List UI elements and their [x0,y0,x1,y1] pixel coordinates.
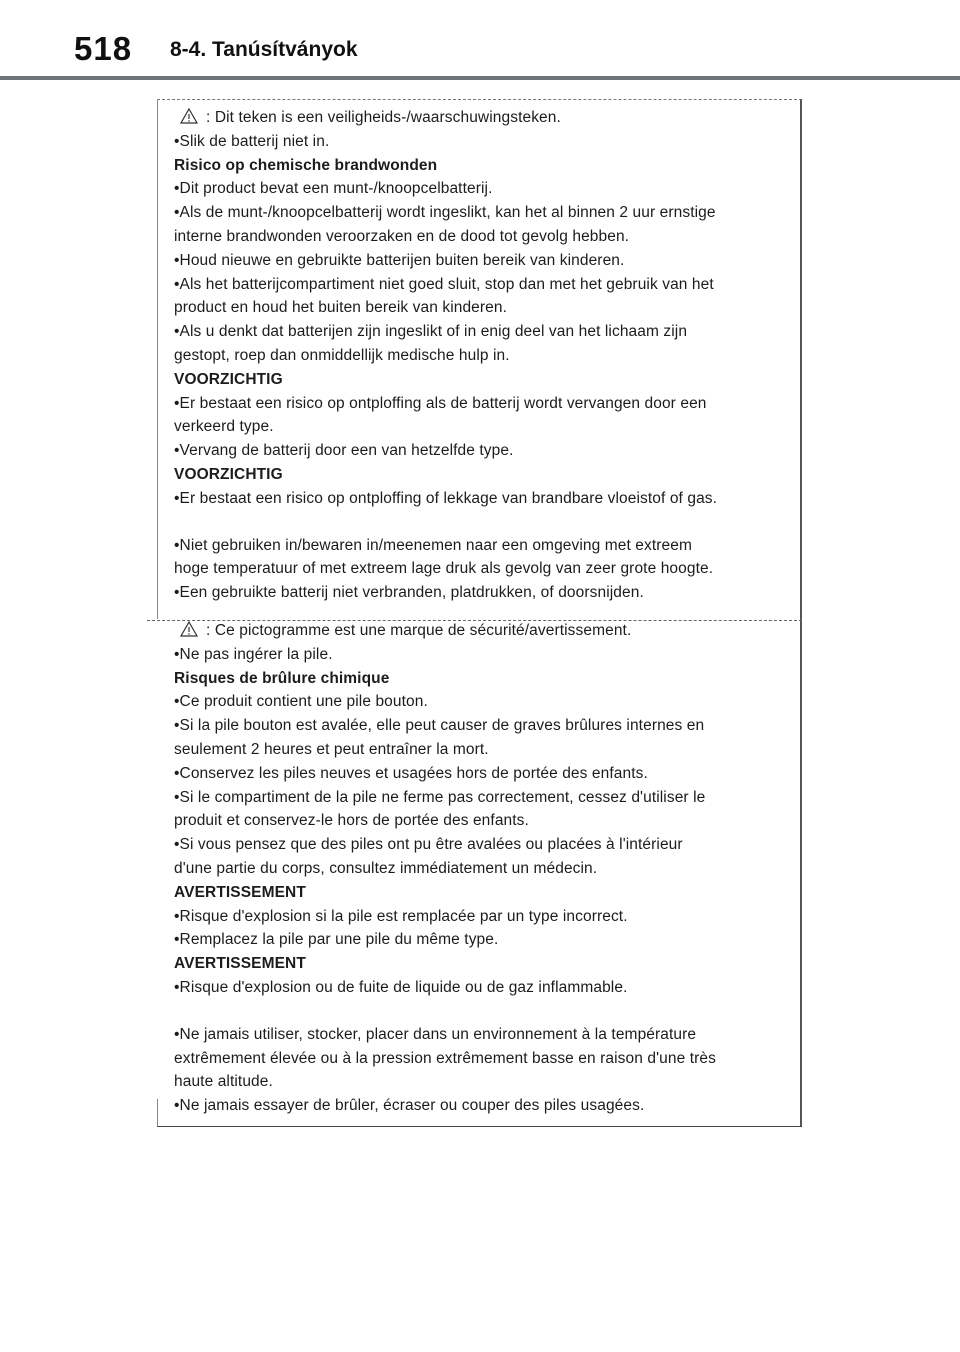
text-line: •Si le compartiment de la pile ne ferme pas correctement, cessez d'utiliser le [174,788,706,806]
text-line: •Ne pas ingérer la pile. [174,645,333,663]
section-heading: AVERTISSEMENT [174,955,306,973]
text-line: •Si la pile bouton est avalée, elle peut causer de graves brûlures internes en [174,717,705,735]
text-line: haute altitude. [174,1073,273,1091]
dutch-gap [174,511,774,534]
french-symbol-line [174,619,774,643]
text-line: hoge temperatuur of met extreem lage druk als gevolg van zeer grote hoogte. [174,560,714,578]
text-line: •Als u denkt dat batterijen zijn ingeslikt of in enig deel van het lichaam zijn [174,323,688,341]
text-line: •Conservez les piles neuves et usagées hors de portée des enfants. [174,764,648,782]
french-warning-block [174,619,774,1118]
text-line: •Si vous pensez que des piles ont pu être avalées ou placées à l'intérieur [174,836,683,854]
french-lines [174,643,774,1000]
text-line: •Ne jamais essayer de brûler, écraser ou couper des piles usagées. [174,1097,645,1115]
text-line: •Risque d'explosion ou de fuite de liquide ou de gaz inflammable. [174,978,628,996]
french-symbol-text: : Ce pictogramme est une marque de sécurité/avertissement. [206,622,632,639]
text-line: d'une partie du corps, consultez immédiatement un médecin. [174,859,598,877]
text-line: •Een gebruikte batterij niet verbranden, platdrukken, of doorsnijden. [174,584,644,602]
dutch-symbol-text: : Dit teken is een veiligheids-/waarschuwingsteken. [206,109,561,126]
text-line: •Vervang de batterij door een van hetzelfde type. [174,442,514,460]
text-line: •Er bestaat een risico op ontploffing of lekkage van brandbare vloeistof of gas. [174,489,718,507]
frame-left-border-lower [157,1099,158,1127]
text-line: •Er bestaat een risico op ontploffing als de batterij wordt vervangen door een [174,394,707,412]
frame-bottom-border [157,1126,802,1127]
page-header [0,0,960,80]
section-heading: VOORZICHTIG [174,465,283,483]
text-line: interne brandwonden veroorzaken en de dood tot gevolg hebben. [174,227,630,245]
text-line: •Als de munt-/knoopcelbatterij wordt ingeslikt, kan het al binnen 2 uur ernstige [174,204,716,222]
dutch-lines-extra [174,534,774,605]
text-line: •Risque d'explosion si la pile est remplacée par un type incorrect. [174,907,628,925]
text-line: produit et conservez-le hors de portée des enfants. [174,812,529,830]
text-line: extrêmement élevée ou à la pression extrêmement basse en raison d'une très [174,1049,716,1067]
section-heading: VOORZICHTIG [174,370,283,388]
text-line: •Dit product bevat een munt-/knoopcelbatterij. [174,180,493,198]
text-line: •Slik de batterij niet in. [174,132,330,150]
french-lines-extra [174,1023,774,1118]
french-gap [174,1000,774,1023]
text-line: verkeerd type. [174,418,274,436]
section-title: 8-4. Tanúsítványok [170,38,358,61]
text-line: •Ne jamais utiliser, stocker, placer dans un environnement à la température [174,1025,697,1043]
frame-left-border [157,99,158,619]
dutch-symbol-line [174,106,774,130]
warning-triangle-icon [180,621,198,637]
text-line: seulement 2 heures et peut entraîner la mort. [174,740,489,758]
text-line: •Remplacez la pile par une pile du même type. [174,931,499,949]
dutch-lines [174,130,774,511]
text-line: gestopt, roep dan onmiddellijk medische hulp in. [174,346,510,364]
warning-triangle-icon [180,108,198,124]
frame-top-border [157,99,802,100]
text-line: •Houd nieuwe en gebruikte batterijen buiten bereik van kinderen. [174,251,625,269]
text-line: •Niet gebruiken in/bewaren in/meenemen naar een omgeving met extreem [174,536,692,554]
text-line: •Als het batterijcompartiment niet goed sluit, stop dan met het gebruik van het [174,275,714,293]
section-heading: Risico op chemische brandwonden [174,156,438,174]
text-line: product en houd het buiten bereik van kinderen. [174,299,508,317]
header-rule [0,76,960,80]
dutch-warning-block [174,106,774,605]
frame-right-border [800,99,802,1127]
page-number: 518 [74,30,133,67]
text-line: •Ce produit contient une pile bouton. [174,693,428,711]
section-heading: Risques de brûlure chimique [174,669,390,687]
section-heading: AVERTISSEMENT [174,883,306,901]
